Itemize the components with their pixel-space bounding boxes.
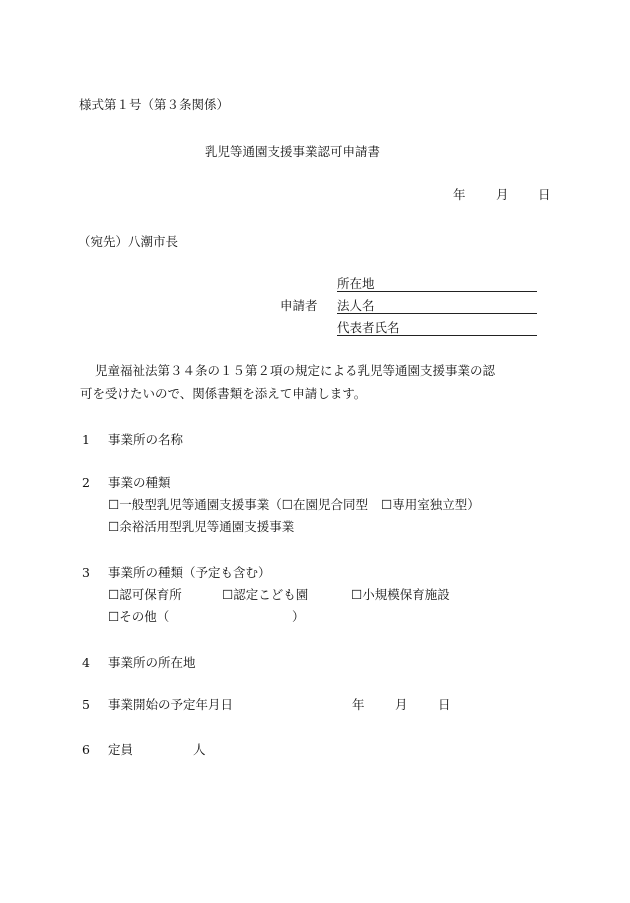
start-date-month-label: 月: [395, 697, 408, 712]
item-1-label: 事業所の名称: [108, 432, 184, 447]
applicant-rep-line[interactable]: [337, 335, 537, 336]
item-5-label: 事業開始の予定年月日: [108, 697, 234, 712]
addressee: （宛先）八潮市長: [78, 234, 179, 249]
applicant-address-line[interactable]: [337, 291, 537, 292]
date-year-label: 年: [453, 187, 466, 202]
checkbox-other[interactable]: ☐: [108, 609, 120, 624]
business-type-surplus-label: 余裕活用型乳児等通園支援事業: [119, 519, 295, 534]
checkbox-general[interactable]: ☐: [108, 497, 120, 512]
start-date-day-label: 日: [438, 697, 451, 712]
applicant-rep-label: 代表者氏名: [337, 320, 400, 335]
business-type-row-2: [108, 519, 294, 535]
applicant-address-label: 所在地: [337, 276, 375, 291]
applicant-label: 申請者: [280, 298, 318, 313]
business-type-row-1: [108, 497, 480, 513]
item-3-number: 3: [82, 565, 90, 580]
facility-licensed-label: 認可保育所: [119, 587, 182, 602]
facility-other-close: ）: [292, 609, 305, 624]
item-4-label: 事業所の所在地: [108, 655, 196, 670]
facility-certified-label: 認定こども園: [233, 587, 309, 602]
item-4-number: 4: [82, 655, 90, 670]
form-number: 様式第１号（第３条関係）: [79, 97, 230, 112]
item-2-number: 2: [82, 475, 90, 490]
business-type-dedicated-label: 専用室独立型）: [392, 497, 480, 512]
facility-small-label: 小規模保育施設: [362, 587, 450, 602]
body-text-line-2: 可を受けたいので、関係書類を添えて申請します。: [80, 386, 367, 401]
facility-other: [108, 609, 169, 625]
applicant-corp-line[interactable]: [337, 313, 537, 314]
business-type-general-label: 一般型乳児等通園支援事業（: [119, 497, 282, 512]
start-date-year-label: 年: [352, 697, 365, 712]
form-title: 乳児等通園支援事業認可申請書: [205, 144, 381, 159]
checkbox-dedicated[interactable]: ☐: [380, 497, 393, 512]
body-text-line-1: 児童福祉法第３４条の１５第２項の規定による乳児等通園支援事業の認: [95, 363, 496, 378]
item-6-label: 定員: [108, 742, 134, 757]
date-day-label: 日: [538, 187, 551, 202]
item-5-number: 5: [82, 697, 90, 712]
checkbox-in-nursery[interactable]: ☐: [281, 497, 293, 512]
business-type-in-nursery-label: 在園児合同型: [292, 497, 368, 512]
checkbox-surplus[interactable]: ☐: [108, 519, 120, 534]
item-2-label: 事業の種類: [108, 475, 171, 490]
checkbox-small[interactable]: ☐: [351, 587, 363, 602]
facility-small: [351, 587, 450, 603]
capacity-unit: 人: [193, 742, 206, 757]
applicant-corp-label: 法人名: [337, 298, 375, 313]
facility-licensed: [108, 587, 182, 603]
item-6-number: 6: [82, 742, 90, 757]
item-3-label: 事業所の種類（予定も含む）: [108, 565, 271, 580]
checkbox-licensed[interactable]: ☐: [108, 587, 120, 602]
item-1-number: 1: [82, 432, 90, 447]
date-month-label: 月: [496, 187, 509, 202]
checkbox-certified[interactable]: ☐: [222, 587, 234, 602]
facility-other-label: その他（: [119, 609, 170, 624]
facility-certified: [222, 587, 308, 603]
